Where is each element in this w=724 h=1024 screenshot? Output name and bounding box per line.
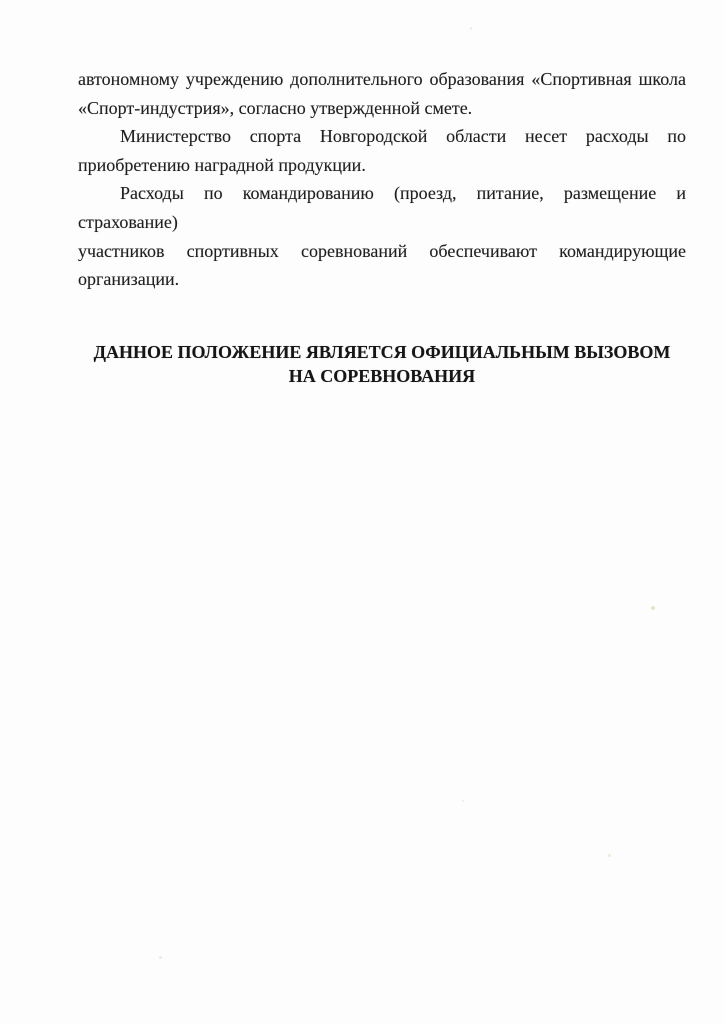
body-text-line: автономному учреждению дополнительного образования «Спортивная школа [78,69,686,89]
body-text-line: Расходы по командированию (проезд, питание, размещение и страхование) [78,183,686,232]
body-text-line: приобретению наградной продукции. [78,154,366,175]
heading-line: ДАННОЕ ПОЛОЖЕНИЕ ЯВЛЯЕТСЯ ОФИЦИАЛЬНЫМ ВЫЗОВОМ [93,341,671,362]
official-invitation-heading [78,340,686,388]
paragraph-ministry-expenses [78,122,686,179]
document-body [78,65,686,388]
scan-speck [608,854,611,857]
scan-speck [462,800,464,802]
body-text-line: Министерство спорта Новгородской области несет расходы по [120,126,686,147]
paragraph-secondment-expenses [78,179,686,293]
body-text-line: «Спорт-индустрия», согласно утвержденной смете. [78,97,473,118]
scan-speck [159,956,162,959]
scan-speck [651,606,655,610]
scan-speck [470,27,472,30]
paragraph-budget-continuation [78,65,686,122]
heading-line: НА СОРЕВНОВАНИЯ [288,365,476,386]
body-text-line: участников спортивных соревнований обеспечивают командирующие [78,240,686,261]
body-text-line: организации. [78,269,180,290]
